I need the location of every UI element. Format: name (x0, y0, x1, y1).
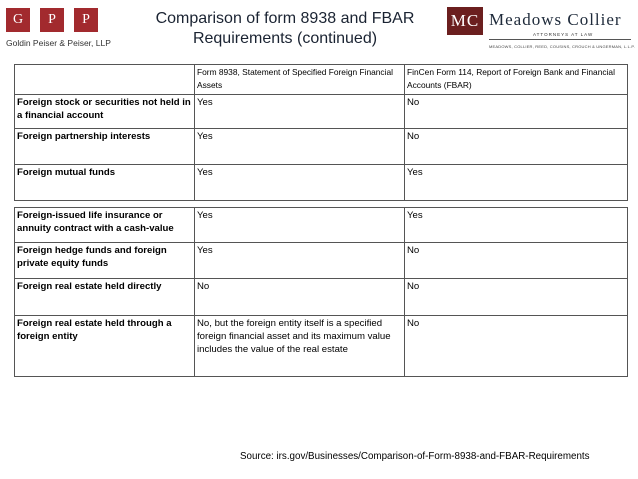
row-item: Foreign stock or securities not held in a financial account (15, 95, 195, 129)
row-item: Foreign mutual funds (15, 165, 195, 201)
header-empty-cell (15, 65, 195, 95)
mc-tagline: ATTORNEYS AT LAW (533, 32, 594, 37)
gpp-logo (6, 8, 118, 60)
row-8938-value: Yes (195, 165, 405, 201)
row-fbar-value: No (405, 243, 628, 279)
row-fbar-value: No (405, 316, 628, 377)
gpp-letter-g: G (6, 8, 30, 32)
comparison-table-bottom (14, 207, 628, 377)
row-8938-value: No, but the foreign entity itself is a specified foreign financial asset and its maximum value includes the value of the real estate (195, 316, 405, 377)
row-fbar-value: No (405, 279, 628, 316)
meadows-collier-logo (447, 7, 633, 55)
gpp-firm-name: Goldin Peiser & Peiser, LLP (6, 38, 111, 48)
row-fbar-value: Yes (405, 208, 628, 243)
row-item: Foreign hedge funds and foreign private equity funds (15, 243, 195, 279)
header-form-8938: Form 8938, Statement of Specified Foreign Financial Assets (195, 65, 405, 95)
mc-divider (489, 39, 631, 40)
table-row (15, 165, 628, 201)
gpp-letter-p2: P (74, 8, 98, 32)
table-row (15, 279, 628, 316)
row-item: Foreign real estate held through a foreign entity (15, 316, 195, 377)
mc-firm-name: Meadows Collier (489, 10, 622, 29)
comparison-table-top (14, 64, 628, 201)
page-title (140, 9, 430, 49)
row-fbar-value: No (405, 95, 628, 129)
header-fbar: FinCen Form 114, Report of Foreign Bank and Financial Accounts (FBAR) (405, 65, 628, 95)
table-row (15, 243, 628, 279)
row-8938-value: Yes (195, 243, 405, 279)
gpp-letter-p1: P (40, 8, 64, 32)
table-header-row (15, 65, 628, 95)
mc-monogram: MC (447, 7, 483, 35)
table-row (15, 129, 628, 165)
row-item: Foreign real estate held directly (15, 279, 195, 316)
row-fbar-value: No (405, 129, 628, 165)
row-8938-value: Yes (195, 129, 405, 165)
table-row (15, 95, 628, 129)
row-item: Foreign partnership interests (15, 129, 195, 165)
title-line-1: Comparison of form 8938 and FBAR (155, 10, 415, 27)
table-row (15, 208, 628, 243)
row-8938-value: Yes (195, 95, 405, 129)
row-item: Foreign-issued life insurance or annuity contract with a cash-value (15, 208, 195, 243)
row-8938-value: Yes (195, 208, 405, 243)
title-line-2: Requirements (continued) (192, 30, 378, 47)
row-fbar-value: Yes (405, 165, 628, 201)
table-row (15, 316, 628, 377)
row-8938-value: No (195, 279, 405, 316)
mc-partners: MEADOWS, COLLIER, REED, COUSINS, CROUCH & UNGERMAN, L.L.P. (489, 44, 635, 49)
source-citation: Source: irs.gov/Businesses/Comparison-of-Form-8938-and-FBAR-Requirements (240, 451, 590, 462)
